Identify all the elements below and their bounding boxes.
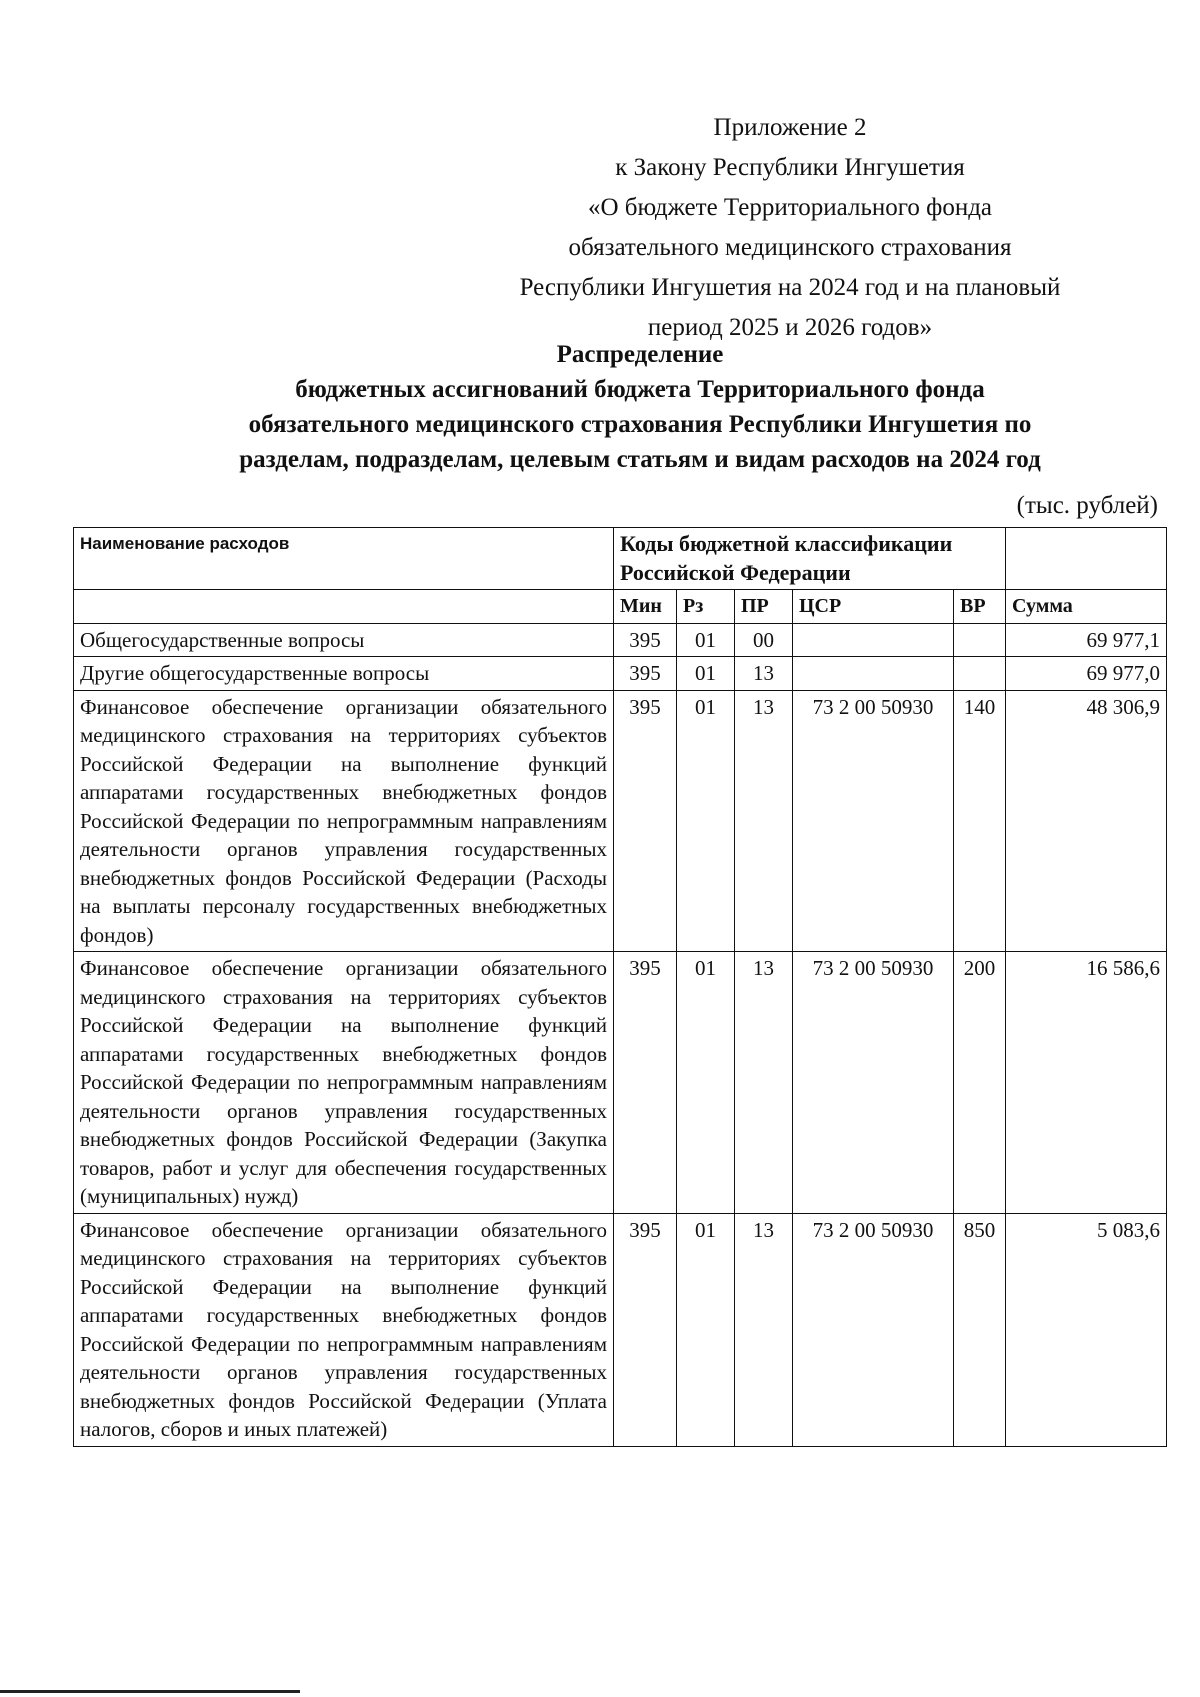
table-row [74, 1213, 1167, 1446]
row-sum: 16 586,6 [1006, 952, 1167, 1214]
annex-line-3: «О бюджете Территориального фонда [587, 194, 993, 221]
row-vr [954, 623, 1006, 657]
budget-table [73, 527, 1167, 1447]
row-pr: 13 [735, 690, 793, 952]
header-pr: ПР [735, 590, 793, 624]
page-edge-line [0, 1690, 300, 1693]
header-min: Мин [614, 590, 677, 624]
title-line-2: бюджетных ассигнований бюджета Территориального фонда [295, 376, 985, 403]
header-vr: ВР [954, 590, 1006, 624]
header-row-columns [74, 590, 1167, 624]
title-line-1: Распределение [556, 341, 724, 368]
annex-heading [460, 108, 1120, 348]
row-min: 395 [614, 1213, 677, 1446]
row-sum: 48 306,9 [1006, 690, 1167, 952]
table-row [74, 657, 1167, 691]
row-name: Финансовое обеспечение организации обязательного медицинского страхования на территориях субъектов Российской Федерации на выполнение функций аппаратами государственных внебюджетных фондов Российской Федерации по непрограммным направлениям деятельности органов управления государственных внебюджетных фондов Российской Федерации (Расходы на выплаты персоналу государственных внебюджетных фондов) [74, 690, 614, 952]
annex-line-1: Приложение 2 [713, 114, 867, 141]
header-row-codes [74, 528, 1167, 590]
row-rz: 01 [677, 952, 735, 1214]
row-vr: 140 [954, 690, 1006, 952]
header-blank-name [74, 590, 614, 624]
row-min: 395 [614, 690, 677, 952]
row-rz: 01 [677, 657, 735, 691]
title-line-3: обязательного медицинского страхования Республики Ингушетия по [248, 411, 1032, 438]
document-title [130, 337, 1150, 477]
table-row [74, 623, 1167, 657]
row-csr: 73 2 00 50930 [793, 952, 954, 1214]
row-csr: 73 2 00 50930 [793, 1213, 954, 1446]
row-csr [793, 623, 954, 657]
row-rz: 01 [677, 623, 735, 657]
table-row [74, 690, 1167, 952]
row-sum: 69 977,1 [1006, 623, 1167, 657]
annex-line-4: обязательного медицинского страхования [568, 234, 1012, 261]
row-pr: 13 [735, 657, 793, 691]
header-blank [1006, 528, 1167, 590]
row-vr: 200 [954, 952, 1006, 1214]
row-pr: 00 [735, 623, 793, 657]
row-min: 395 [614, 952, 677, 1214]
units-note: (тыс. рублей) [1016, 492, 1158, 519]
row-csr: 73 2 00 50930 [793, 690, 954, 952]
row-csr [793, 657, 954, 691]
row-name: Другие общегосударственные вопросы [74, 657, 614, 691]
row-vr [954, 657, 1006, 691]
title-line-4: разделам, подразделам, целевым статьям и видам расходов на 2024 год [239, 446, 1041, 473]
row-pr: 13 [735, 952, 793, 1214]
annex-line-5: Республики Ингушетия на 2024 год и на плановый [519, 274, 1061, 301]
row-name: Общегосударственные вопросы [74, 623, 614, 657]
annex-line-2: к Закону Республики Ингушетия [615, 154, 965, 181]
row-sum: 5 083,6 [1006, 1213, 1167, 1446]
header-sum: Сумма [1006, 590, 1167, 624]
row-rz: 01 [677, 1213, 735, 1446]
header-csr: ЦСР [793, 590, 954, 624]
annex-line-6: период 2025 и 2026 годов» [647, 314, 933, 341]
row-sum: 69 977,0 [1006, 657, 1167, 691]
row-min: 395 [614, 657, 677, 691]
header-rz: Рз [677, 590, 735, 624]
row-min: 395 [614, 623, 677, 657]
table-row [74, 952, 1167, 1214]
row-pr: 13 [735, 1213, 793, 1446]
header-codes: Коды бюджетной классификации Российской Федерации [614, 528, 1006, 590]
row-rz: 01 [677, 690, 735, 952]
header-name: Наименование расходов [74, 528, 614, 590]
row-name: Финансовое обеспечение организации обязательного медицинского страхования на территориях субъектов Российской Федерации на выполнение функций аппаратами государственных внебюджетных фондов Российской Федерации по непрограммным направлениям деятельности органов управления государственных внебюджетных фондов Российской Федерации (Закупка товаров, работ и услуг для обеспечения государственных (муниципальных) нужд) [74, 952, 614, 1214]
row-vr: 850 [954, 1213, 1006, 1446]
row-name: Финансовое обеспечение организации обязательного медицинского страхования на территориях субъектов Российской Федерации на выполнение функций аппаратами государственных внебюджетных фондов Российской Федерации по непрограммным направлениям деятельности органов управления государственных внебюджетных фондов Российской Федерации (Уплата налогов, сборов и иных платежей) [74, 1213, 614, 1446]
